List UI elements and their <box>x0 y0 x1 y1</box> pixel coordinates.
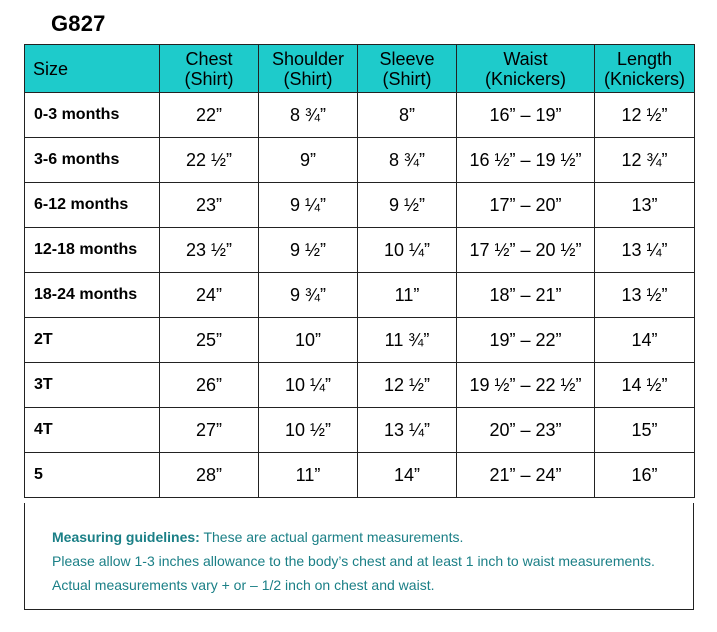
size-cell: 6-12 months <box>25 183 160 228</box>
waist-cell: 16” – 19” <box>457 93 595 138</box>
length-cell: 12 ½” <box>595 93 695 138</box>
header-chest: Chest (Shirt) <box>160 45 259 93</box>
sleeve-cell: 13 ¼” <box>358 408 457 453</box>
table-row <box>25 363 695 408</box>
sleeve-cell: 14” <box>358 453 457 498</box>
chest-cell: 28” <box>160 453 259 498</box>
waist-cell: 17 ½” – 20 ½” <box>457 228 595 273</box>
shoulder-cell: 10 ¼” <box>259 363 358 408</box>
size-cell: 5 <box>25 453 160 498</box>
waist-cell: 19” – 22” <box>457 318 595 363</box>
size-cell: 0-3 months <box>25 93 160 138</box>
length-cell: 15” <box>595 408 695 453</box>
length-cell: 14 ½” <box>595 363 695 408</box>
sleeve-cell: 9 ½” <box>358 183 457 228</box>
chest-cell: 26” <box>160 363 259 408</box>
shoulder-cell: 9” <box>259 138 358 183</box>
length-cell: 12 ¾” <box>595 138 695 183</box>
size-cell: 4T <box>25 408 160 453</box>
waist-cell: 21” – 24” <box>457 453 595 498</box>
header-sleeve: Sleeve (Shirt) <box>358 45 457 93</box>
waist-cell: 19 ½” – 22 ½” <box>457 363 595 408</box>
guideline-line-1: Measuring guidelines: These are actual garment measurements. <box>52 529 464 545</box>
size-cell: 3-6 months <box>25 138 160 183</box>
table-row <box>25 318 695 363</box>
guideline-line-2: Please allow 1-3 inches allowance to the body’s chest and at least 1 inch to waist measurements. <box>52 553 655 569</box>
length-cell: 13 ¼” <box>595 228 695 273</box>
waist-cell: 20” – 23” <box>457 408 595 453</box>
guidelines-label: Measuring guidelines: <box>52 529 200 545</box>
table-row <box>25 138 695 183</box>
shoulder-cell: 9 ¼” <box>259 183 358 228</box>
header-length: Length (Knickers) <box>595 45 695 93</box>
chest-cell: 25” <box>160 318 259 363</box>
size-cell: 2T <box>25 318 160 363</box>
sleeve-cell: 8 ¾” <box>358 138 457 183</box>
chest-cell: 22 ½” <box>160 138 259 183</box>
waist-cell: 17” – 20” <box>457 183 595 228</box>
table-row <box>25 453 695 498</box>
waist-cell: 18” – 21” <box>457 273 595 318</box>
chart-title: G827 <box>51 11 106 36</box>
sleeve-cell: 10 ¼” <box>358 228 457 273</box>
sleeve-cell: 8” <box>358 93 457 138</box>
table-row <box>25 228 695 273</box>
shoulder-cell: 10 ½” <box>259 408 358 453</box>
table-row <box>25 273 695 318</box>
shoulder-cell: 9 ½” <box>259 228 358 273</box>
table-row <box>25 408 695 453</box>
sleeve-cell: 11 ¾” <box>358 318 457 363</box>
size-cell: 18-24 months <box>25 273 160 318</box>
size-cell: 12-18 months <box>25 228 160 273</box>
chest-cell: 27” <box>160 408 259 453</box>
length-cell: 14” <box>595 318 695 363</box>
header-row <box>25 45 695 93</box>
table-row <box>25 183 695 228</box>
sleeve-cell: 11” <box>358 273 457 318</box>
waist-cell: 16 ½” – 19 ½” <box>457 138 595 183</box>
chest-cell: 22” <box>160 93 259 138</box>
shoulder-cell: 8 ¾” <box>259 93 358 138</box>
chest-cell: 23” <box>160 183 259 228</box>
chest-cell: 23 ½” <box>160 228 259 273</box>
header-waist: Waist (Knickers) <box>457 45 595 93</box>
length-cell: 13 ½” <box>595 273 695 318</box>
header-size: Size <box>25 45 160 93</box>
header-shoulder: Shoulder (Shirt) <box>259 45 358 93</box>
table-row <box>25 93 695 138</box>
shoulder-cell: 9 ¾” <box>259 273 358 318</box>
shoulder-cell: 10” <box>259 318 358 363</box>
length-cell: 13” <box>595 183 695 228</box>
chest-cell: 24” <box>160 273 259 318</box>
sleeve-cell: 12 ½” <box>358 363 457 408</box>
measuring-guidelines-box <box>24 503 694 610</box>
length-cell: 16” <box>595 453 695 498</box>
size-cell: 3T <box>25 363 160 408</box>
shoulder-cell: 11” <box>259 453 358 498</box>
guideline-line-3: Actual measurements vary + or – 1/2 inch on chest and waist. <box>52 577 435 593</box>
size-chart-table <box>24 44 695 498</box>
